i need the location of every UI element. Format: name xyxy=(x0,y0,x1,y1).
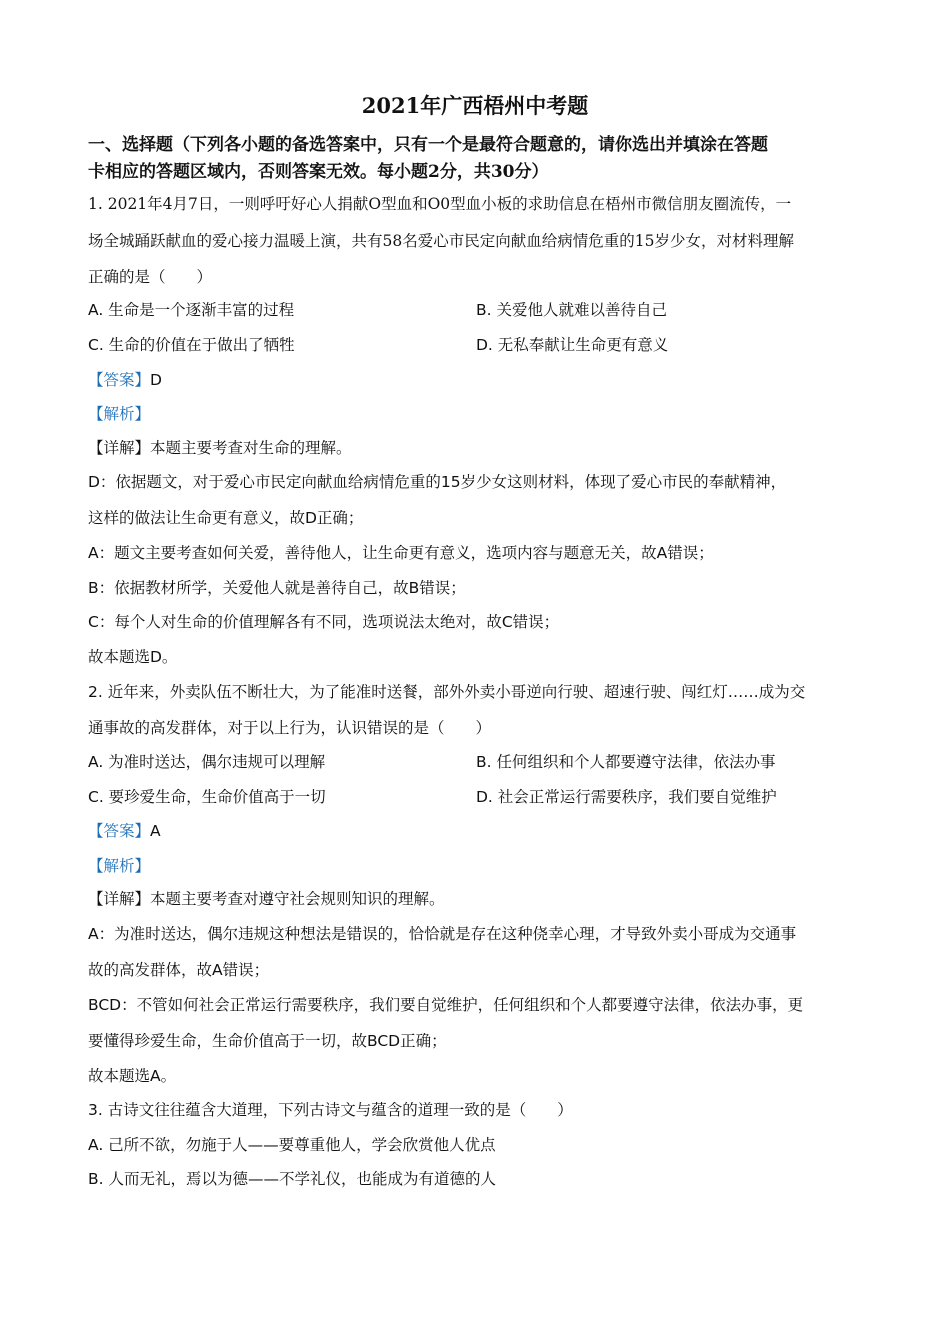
q1-detail-line-5: B：依据教材所学，关爱他人就是善待自己，故B错误； xyxy=(88,579,466,597)
q2-option-d: D. 社会正常运行需要秩序，我们要自觉维护 xyxy=(476,788,777,806)
q2-detail-line-3: 故的高发群体，故A错误； xyxy=(88,961,270,979)
q1-detail-line-2: D：依据题文，对于爱心市民定向献血给病情危重的15岁少女这则材料，体现了爱心市民的奉献精神， xyxy=(88,473,787,491)
q1-detail-line-7: 故本题选D。 xyxy=(88,648,178,666)
q3-option-b: B. 人而无礼，焉以为德——不学礼仪，也能成为有道德的人 xyxy=(88,1170,496,1188)
q2-answer-tag: 【答案】 xyxy=(88,822,151,840)
q1-stem-line-3: 正确的是（ ） xyxy=(88,268,213,286)
section-heading-line-2: 卡相应的答题区域内，否则答案无效。每小题2分，共30分） xyxy=(88,162,549,182)
q1-option-c: C. 生命的价值在于做出了牺牲 xyxy=(88,336,295,354)
q2-option-c: C. 要珍爱生命，生命价值高于一切 xyxy=(88,788,326,806)
q2-detail-line-4: BCD：不管如何社会正常运行需要秩序，我们要自觉维护，任何组织和个人都要遵守法律，依法办事，更 xyxy=(88,996,804,1014)
q2-detail-line-5: 要懂得珍爱生命，生命价值高于一切，故BCD正确； xyxy=(88,1032,447,1050)
q3-option-a: A. 己所不欲，勿施于人——要尊重他人，学会欣赏他人优点 xyxy=(88,1136,496,1154)
q2-option-a: A. 为准时送达，偶尔违规可以理解 xyxy=(88,753,326,771)
q3-stem-line-1: 3. 古诗文往往蕴含大道理，下列古诗文与蕴含的道理一致的是（ ） xyxy=(88,1101,573,1119)
q1-option-a: A. 生命是一个逐渐丰富的过程 xyxy=(88,301,295,319)
q1-detail-line-4: A：题文主要考查如何关爱，善待他人，让生命更有意义，选项内容与题意无关，故A错误； xyxy=(88,544,714,562)
q2-answer xyxy=(88,821,161,841)
q1-option-b: B. 关爱他人就难以善待自己 xyxy=(476,301,667,319)
q2-stem-line-2: 通事故的高发群体，对于以上行为，认识错误的是（ ） xyxy=(88,719,492,737)
page-title: 2021年广西梧州中考题 xyxy=(361,93,589,118)
q2-detail-line-1: 【详解】本题主要考查对遵守社会规则知识的理解。 xyxy=(88,890,445,908)
q2-option-b: B. 任何组织和个人都要遵守法律，依法办事 xyxy=(476,753,776,771)
section-heading-line-1: 一、选择题（下列各小题的备选答案中，只有一个是最符合题意的，请你选出并填涂在答题 xyxy=(88,135,768,155)
q2-detail-line-6: 故本题选A。 xyxy=(88,1067,177,1085)
q2-answer-value: A xyxy=(150,822,161,840)
q1-stem-line-1: 1. 2021年4月7日，一则呼吁好心人捐献O型血和O0型血小板的求助信息在梧州市微信朋友圈流传，一 xyxy=(88,195,792,213)
q1-answer xyxy=(88,370,162,390)
q1-stem-line-2: 场全城踊跃献血的爱心接力温暖上演，共有58名爱心市民定向献血给病情危重的15岁少女，对材料理解 xyxy=(88,232,794,250)
q1-analysis-tag: 【解析】 xyxy=(88,405,151,423)
q1-detail-line-3: 这样的做法让生命更有意义，故D正确； xyxy=(88,509,364,527)
q2-detail-line-2: A：为准时送达，偶尔违规这种想法是错误的，恰恰就是存在这种侥幸心理，才导致外卖小哥成为交通事 xyxy=(88,925,797,943)
q2-stem-line-1: 2. 近年来，外卖队伍不断壮大，为了能准时送餐，部外外卖小哥逆向行驶、超速行驶、闯红灯……成为交 xyxy=(88,683,806,701)
q1-detail-line-1: 【详解】本题主要考查对生命的理解。 xyxy=(88,439,352,457)
q1-answer-value: D xyxy=(150,371,162,389)
q1-option-d: D. 无私奉献让生命更有意义 xyxy=(476,336,669,354)
q1-detail-line-6: C：每个人对生命的价值理解各有不同，选项说法太绝对，故C错误； xyxy=(88,613,560,631)
q2-analysis-tag: 【解析】 xyxy=(88,857,151,875)
q1-answer-tag: 【答案】 xyxy=(88,371,151,389)
